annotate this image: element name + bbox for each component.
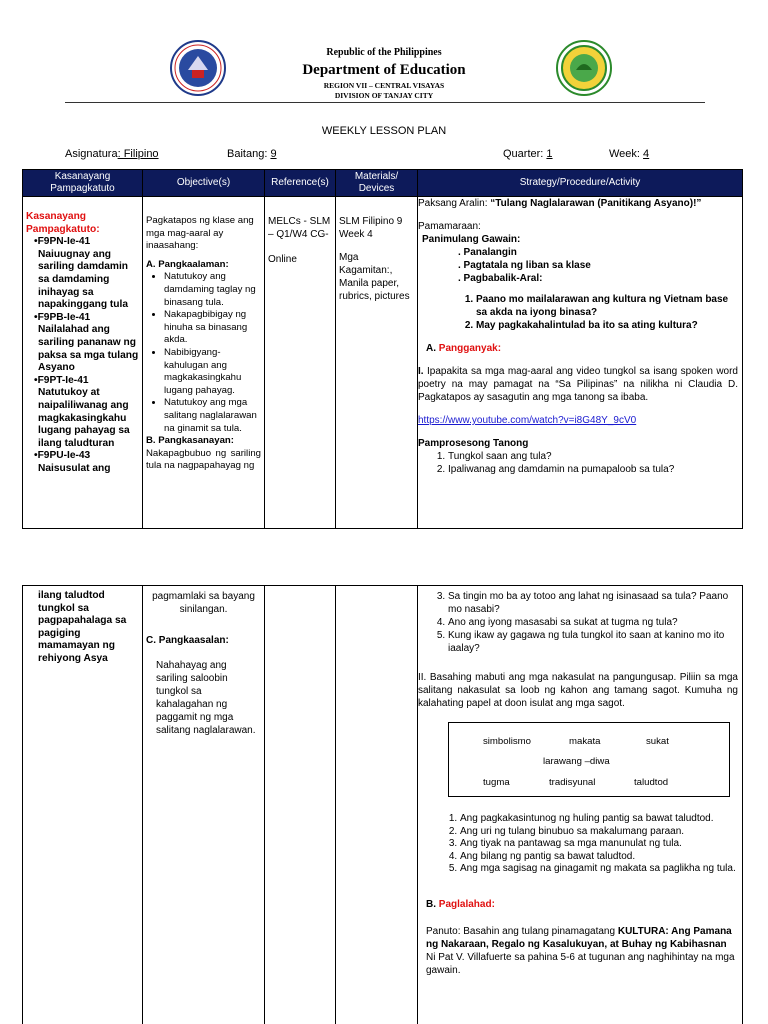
panuto-tail: Ni Pat V. Villafuerte sa pahina 5-6 at tugunan ang naghihintay na mga gawain. <box>426 951 735 976</box>
statement-item: 5. Ang mga sagisag na ginagamit ng makata sa paglikha ng tula. <box>460 863 738 876</box>
meta-week: Week: 4 <box>609 148 650 160</box>
section-a-title: Pangganyak: <box>438 343 502 354</box>
department-title: Department of Education <box>302 62 466 78</box>
col-header-objectives: Objective(s) <box>143 170 265 197</box>
week-value: 4 <box>643 148 650 160</box>
objective-c-text: Nahahayag ang sariling saloobin tungkol sa kahalagahan ng paggamit ng mga salitang naglalarawan. <box>156 660 256 736</box>
references-cell <box>265 586 336 1024</box>
objectives-cell <box>143 586 265 1024</box>
competency-code: •F9PU-Ie-43 <box>34 450 91 462</box>
word-bank-item: tugma <box>483 777 510 788</box>
reference-item: Online <box>268 254 297 265</box>
paksang-aralin <box>418 197 738 210</box>
competency-heading: Kasanayang Pampagkatuto: <box>26 211 100 235</box>
competency-code: •F9PN-Ie-41 <box>34 236 91 248</box>
objective-item: • Natutukoy ang damdaming taglay ng binasang tula. <box>164 271 261 309</box>
col-header-references: Reference(s) <box>265 170 336 197</box>
competency-text: Nailalahad ang sariling pananaw ng paksa sa mga tulang Asyano <box>38 324 139 374</box>
competency-text: Natutukoy at naipaliliwanag ang magkakasingkahu lugang pahayag sa ilang taludturan <box>38 387 130 449</box>
pangganyak-text <box>418 365 738 404</box>
panuto-text <box>418 925 738 977</box>
competency-code: •F9PT-Ie-41 <box>34 374 89 386</box>
roman-numeral: I. <box>418 366 424 377</box>
col-header-strategy: Strategy/Procedure/Activity <box>418 170 743 197</box>
question-item: 5. Kung ikaw ay gagawa ng tula tungkol ito saan at kanino mo ito iaalay? <box>448 629 738 655</box>
objective-a-list <box>146 271 261 435</box>
section-a-letter: A. <box>426 343 436 354</box>
pamprosesong-questions <box>418 450 738 476</box>
question-item: 2. May pagkakahalintulad ba ito sa ating kultura? <box>476 319 738 332</box>
objective-a-heading: A. Pangkaalaman: <box>146 258 229 270</box>
competency-code: •F9PB-Ie-41 <box>34 311 91 323</box>
pamprosesong-heading: Pamprosesong Tanong <box>418 438 529 449</box>
part-ii-instructions: II. Basahing mabuti ang mga nakasulat na pangungusap. Piliin sa mga salitang nakasulat sa loob ng kahon ang tamang sagot. Kumuha ng kalahating papel at doon isulat ang mga sagot. <box>418 672 738 709</box>
gawain-step: . Panalangin <box>458 247 517 258</box>
word-bank-item: simbolismo <box>483 736 531 747</box>
objective-c-heading: C. Pangkaasalan: <box>146 635 229 646</box>
word-bank-item: makata <box>569 736 601 747</box>
objective-b-heading: B. Pangkasanayan: <box>146 435 234 447</box>
reference-item: MELCs - SLM – Q1/W4 CG- <box>268 216 331 240</box>
asignatura-value: : Filipino <box>117 148 159 160</box>
poem-title: KULTURA: Ang Pamana ng Nakaraan, Regalo ng Kasalukuyan, at Buhay ng Kabihasnan <box>426 925 732 950</box>
panuto-body: Basahin ang tulang pinamagatang <box>463 925 616 937</box>
word-bank-item: sukat <box>646 736 669 747</box>
competencies-cell <box>23 586 143 1024</box>
competency-text: Naiuugnay ang sariling damdamin sa damdaming inihayag sa napakinggang tula <box>38 248 129 311</box>
week-label: Week <box>609 148 637 160</box>
division-text: DIVISION OF TANJAY CITY <box>334 91 434 100</box>
lesson-table-page2 <box>22 585 743 1024</box>
header-divider <box>65 102 705 103</box>
word-bank-item: larawang –diwa <box>543 756 610 767</box>
pamamaraan-label: Pamamaraan: <box>418 221 481 232</box>
quarter-label: Quarter <box>503 148 541 160</box>
objective-item: • Nabibigyang-kahulugan ang magkakasingkahu lugang pahayag. <box>164 347 261 397</box>
statement-item: 3. Ang tiyak na pantawag sa mga manunulat ng tula. <box>460 838 738 851</box>
question-item: 1. Paano mo mailalarawan ang kultura ng Vietnam base sa akda na iyong binasa? <box>476 293 738 319</box>
section-b-heading <box>418 898 738 911</box>
statement-item: 4. Ang bilang ng pantig sa bawat taludtod. <box>460 851 738 864</box>
statement-item: 2. Ang uri ng tulang binubuo sa makalumang paraan. <box>460 826 738 839</box>
quarter-value: 1 <box>546 148 553 160</box>
republic-text: Republic of the Philippines <box>326 47 442 58</box>
plan-title: WEEKLY LESSON PLAN <box>321 125 447 137</box>
objectives-intro: Pagkatapos ng klase ang mga mag-aaral ay inaasahang: <box>146 215 254 252</box>
baitang-label: Baitang <box>227 148 265 160</box>
baitang-value: 9 <box>270 148 277 160</box>
part-ii-statements <box>418 813 738 876</box>
video-link[interactable]: https://www.youtube.com/watch?v=i8G48Y_9cV0 <box>418 415 637 426</box>
strategy-cell <box>418 586 743 1024</box>
strategy-cell <box>418 197 743 529</box>
meta-baitang: Baitang: 9 <box>227 148 277 160</box>
meta-quarter: Quarter: 1 <box>503 148 553 160</box>
question-item: 4. Ano ang iyong masasabi sa sukat at tugma ng tula? <box>448 616 738 629</box>
word-bank-item: tradisyunal <box>549 777 596 788</box>
panuto-label: Panuto: <box>426 925 461 937</box>
pangganyak-body: Ipapakita sa mga mag-aaral ang video tungkol sa isang spoken word poetry na may pamagat na “Sa Pilipinas” na nilikha ni Claudia D. Pagkatapos ay sasagutin ang mga tanong sa ibaba. <box>418 366 738 403</box>
lesson-table-page1 <box>22 169 743 529</box>
section-b-title: Paglalahad: <box>438 898 495 910</box>
paksang-title: “Tulang Naglalarawan (Panitikang Asyano)!” <box>490 198 702 209</box>
asignatura-label: Asignatura <box>65 148 118 160</box>
word-bank-box <box>448 722 730 797</box>
references-cell <box>265 197 336 529</box>
section-a-heading <box>418 342 738 355</box>
materials-cell <box>336 197 418 529</box>
competency-text: Naisusulat ang <box>38 462 111 474</box>
objective-b-text: Nakapagbubuo ng sariling tula na nagpapahayag ng <box>146 447 261 472</box>
gawain-step: . Pagtatala ng liban sa klase <box>458 260 591 271</box>
gawain-step: . Pagbabalik-Aral: <box>458 273 543 284</box>
col-header-kasanayang: Kasanayang Pampagkatuto <box>23 170 143 197</box>
region-text: REGION VII – CENTRAL VISAYAS <box>323 81 445 90</box>
paksang-label: Paksang Aralin: <box>418 198 488 209</box>
balik-aral-questions <box>418 293 738 332</box>
competency-text: ilang taludtod tungkol sa pagpapahalaga sa pagiging mamamayan ng rehiyong Asya <box>38 590 127 664</box>
panimulang-gawain: Panimulang Gawain: <box>422 234 521 245</box>
col-header-materials: Materials/ Devices <box>336 170 418 197</box>
statement-item: 1. Ang pagkakasintunog ng huling pantig sa bawat taludtod. <box>460 813 738 826</box>
objective-b-continued: pagmamlaki sa bayang sinilangan. <box>152 591 255 615</box>
question-item: 3. Sa tingin mo ba ay totoo ang lahat ng isinasaad sa tula? Paano mo nasabi? <box>448 590 738 616</box>
objective-item: • Nakapagbibigay ng hinuha sa binasang akda. <box>164 309 261 347</box>
objective-item: • Natutukoy ang mga salitang naglalarawan na ginamit sa tula. <box>164 397 261 435</box>
meta-asignatura <box>65 148 159 160</box>
objectives-cell <box>143 197 265 529</box>
competencies-cell <box>23 197 143 529</box>
question-item: 1. Tungkol saan ang tula? <box>448 450 738 463</box>
section-b-letter: B. <box>426 898 436 910</box>
question-item: 2. Ipaliwanag ang damdamin na pumapaloob sa tula? <box>448 463 738 476</box>
material-item: SLM Filipino 9 Week 4 <box>339 216 403 240</box>
word-bank-item: taludtod <box>634 777 669 788</box>
materials-cell <box>336 586 418 1024</box>
pamprosesong-questions-continued <box>418 590 738 655</box>
material-item: Mga Kagamitan:, Manila paper, rubrics, pictures <box>339 252 410 302</box>
